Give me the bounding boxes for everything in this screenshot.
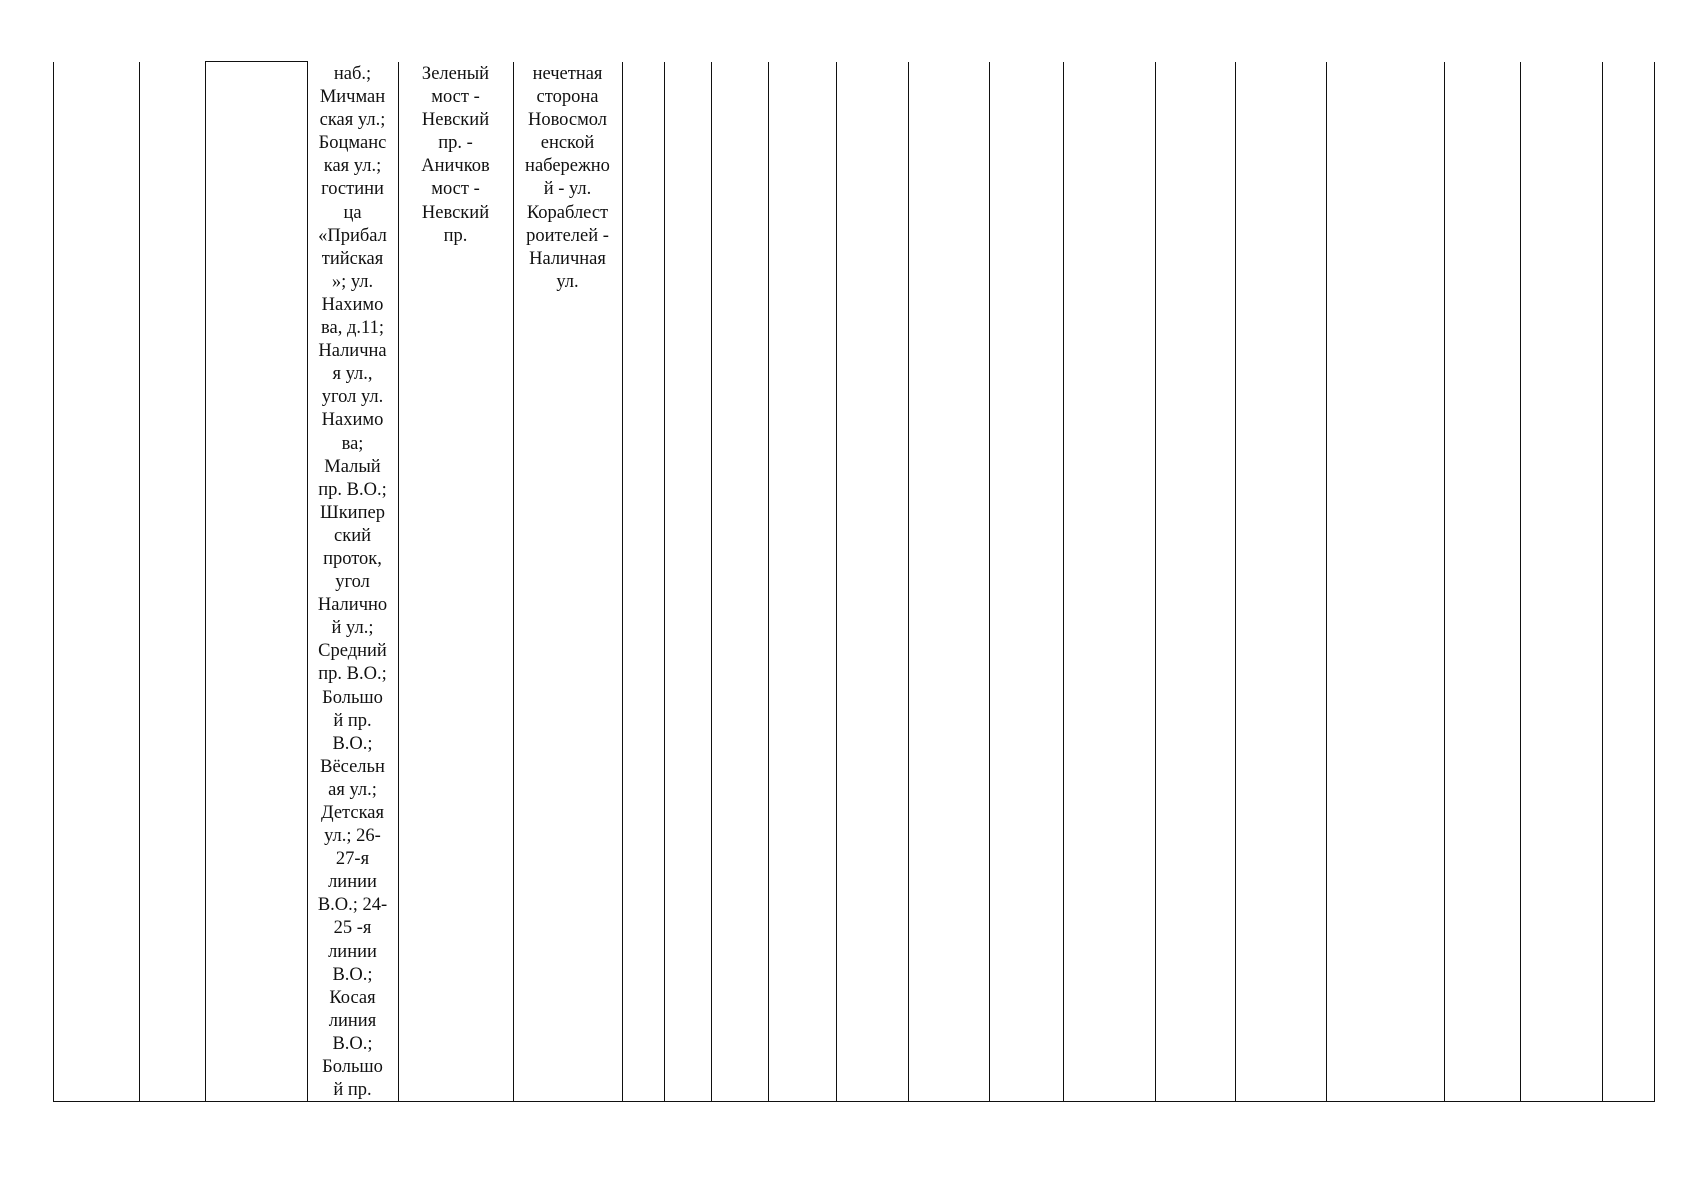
column-border-0 — [53, 62, 54, 1102]
column-border-1 — [139, 62, 140, 1102]
column-border-17 — [1444, 62, 1445, 1102]
column-border-2 — [205, 62, 206, 1102]
cell-3-top-border — [205, 61, 308, 62]
table-bottom-border — [53, 1101, 1655, 1102]
column-border-13 — [1063, 62, 1064, 1102]
column-border-14 — [1155, 62, 1156, 1102]
column-border-20 — [1654, 62, 1655, 1102]
column-border-15 — [1235, 62, 1236, 1102]
column-border-16 — [1326, 62, 1327, 1102]
column-border-6 — [622, 62, 623, 1102]
table-cell-route-path: Зеленый мост - Невский пр. - Аничков мост - Невский пр. — [421, 64, 490, 246]
column-border-11 — [908, 62, 909, 1102]
column-border-19 — [1602, 62, 1603, 1102]
column-border-7 — [664, 62, 665, 1102]
column-border-9 — [768, 62, 769, 1102]
column-border-12 — [989, 62, 990, 1102]
table-cell-stops: наб.; Мичман ская ул.; Боцманс кая ул.; гостини ца «Прибал тийская »; ул. Нахимо ва, д.11; Налична я ул., угол ул. Нахимо ва; Малый пр. В.О.; Шкипер ский проток, угол Налично й ул.; Средний пр. В.О.; Большо й пр. В.О.; Вёсельн ая ул.; Детская ул.; 26- 27-я линии В.О.; 24- 25 -я линии В.О.; Косая линия В.О.; Большо й пр. — [317, 64, 388, 1101]
table-cell-route-return: нечетная сторона Новосмол енской набережно й - ул. Кораблест роителей - Наличная ул. — [525, 64, 610, 292]
column-border-8 — [711, 62, 712, 1102]
column-border-10 — [836, 62, 837, 1102]
column-border-18 — [1520, 62, 1521, 1102]
